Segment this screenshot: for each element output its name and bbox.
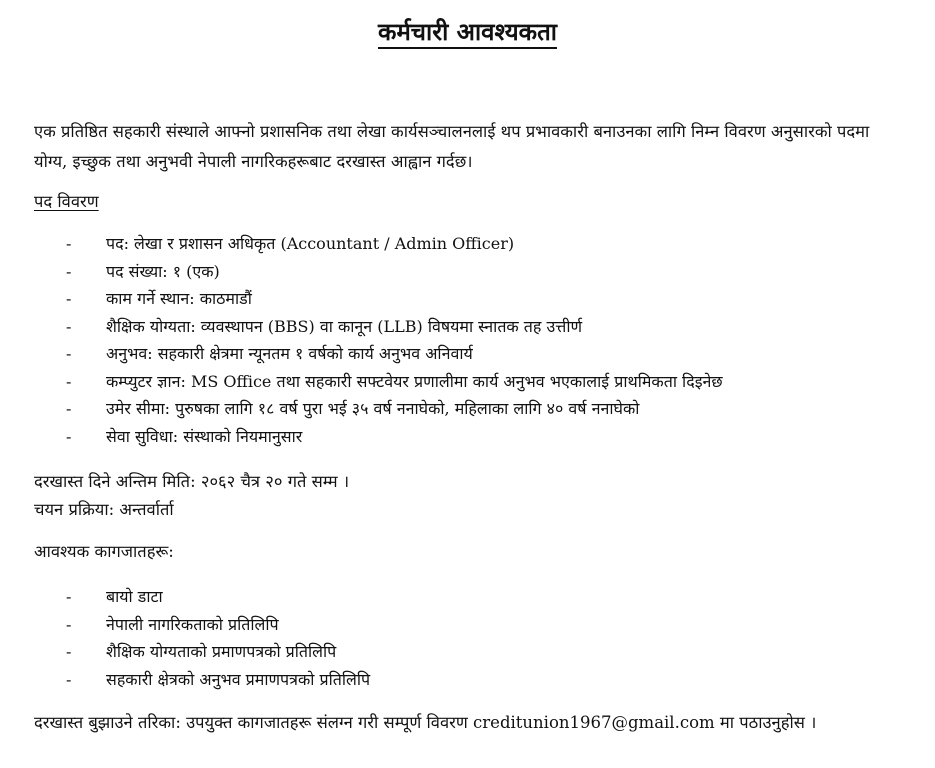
post-details-list xyxy=(66,230,723,450)
list-item-text: शैक्षिक योग्यताको प्रमाणपत्रको प्रतिलिपि xyxy=(106,642,337,661)
submission-method: दरखास्त बुझाउने तरिका: उपयुक्त कागजातहरू संलग्न गरी सम्पूर्ण विवरण creditunion1967@gmail.com मा पठाउनुहोस । xyxy=(34,713,817,732)
list-item-text: पद संख्या: १ (एक) xyxy=(106,261,220,281)
documents-heading: आवश्यक कागजातहरू: xyxy=(34,542,174,561)
post-details-heading xyxy=(34,188,99,216)
list-dash: - xyxy=(66,371,72,391)
list-item-text: अनुभव: सहकारी क्षेत्रमा न्यूनतम १ वर्षको कार्य अनुभव अनिवार्य xyxy=(106,344,473,363)
list-dash: - xyxy=(66,316,72,336)
intro-paragraph: एक प्रतिष्ठित सहकारी संस्थाले आफ्नो प्रशासनिक तथा लेखा कार्यसञ्चालनलाई थप प्रभावकारी बनाउनका लागि निम्न विवरण अनुसारको पदमा योग्य, इच्छुक तथा अनुभवी नेपाली नागरिकहरूबाट दरखास्त आह्वान गर्दछ। xyxy=(34,122,870,171)
list-item xyxy=(66,583,370,611)
list-dash: - xyxy=(66,614,72,634)
list-item-text: कम्प्युटर ज्ञान: MS Office तथा सहकारी सफ्टवेयर प्रणालीमा कार्य अनुभव भएकालाई प्राथमिकता दिइनेछ xyxy=(106,371,723,391)
selection-process: चयन प्रक्रिया: अन्तर्वार्ता xyxy=(34,500,174,519)
list-item xyxy=(66,313,723,341)
list-dash: - xyxy=(66,426,72,446)
list-item-text: पद: लेखा र प्रशासन अधिकृत (Accountant / Admin Officer) xyxy=(106,234,515,253)
list-item xyxy=(66,340,723,368)
list-item xyxy=(66,258,723,286)
list-dash: - xyxy=(66,289,72,308)
list-item xyxy=(66,395,723,423)
list-item xyxy=(66,423,723,451)
list-item-text: बायो डाटा xyxy=(106,587,163,606)
list-item xyxy=(66,285,723,313)
post-details-heading-text: पद विवरण xyxy=(34,192,99,211)
list-item-text: उमेर सीमा: पुरुषका लागि १८ वर्ष पुरा भई ३५ वर्ष ननाघेको, महिलाका लागि ४० वर्ष ननाघेको xyxy=(106,399,640,418)
list-dash: - xyxy=(66,587,72,606)
list-dash: - xyxy=(66,669,72,689)
notice-title-text: कर्मचारी आवश्यकता xyxy=(378,17,557,49)
list-item-text: काम गर्ने स्थान: काठमाडौं xyxy=(106,289,252,308)
list-item xyxy=(66,230,723,258)
list-item xyxy=(66,638,370,666)
list-dash: - xyxy=(66,399,72,418)
notice-title xyxy=(0,14,935,50)
list-item xyxy=(66,368,723,396)
list-dash: - xyxy=(66,642,72,661)
documents-list xyxy=(66,583,370,693)
list-item-text: सेवा सुविधा: संस्थाको नियमानुसार xyxy=(106,426,303,446)
list-item-text: सहकारी क्षेत्रको अनुभव प्रमाणपत्रको प्रतिलिपि xyxy=(106,669,371,689)
application-deadline: दरखास्त दिने अन्तिम मिति: २०६२ चैत्र २० गते सम्म । xyxy=(34,472,350,491)
list-dash: - xyxy=(66,344,72,363)
list-item-text: नेपाली नागरिकताको प्रतिलिपि xyxy=(106,614,279,634)
list-item xyxy=(66,666,370,694)
list-dash: - xyxy=(66,234,72,253)
list-item-text: शैक्षिक योग्यता: व्यवस्थापन (BBS) वा कानून (LLB) विषयमा स्नातक तह उत्तीर्ण xyxy=(106,316,583,336)
list-item xyxy=(66,611,370,639)
list-dash: - xyxy=(66,261,72,281)
